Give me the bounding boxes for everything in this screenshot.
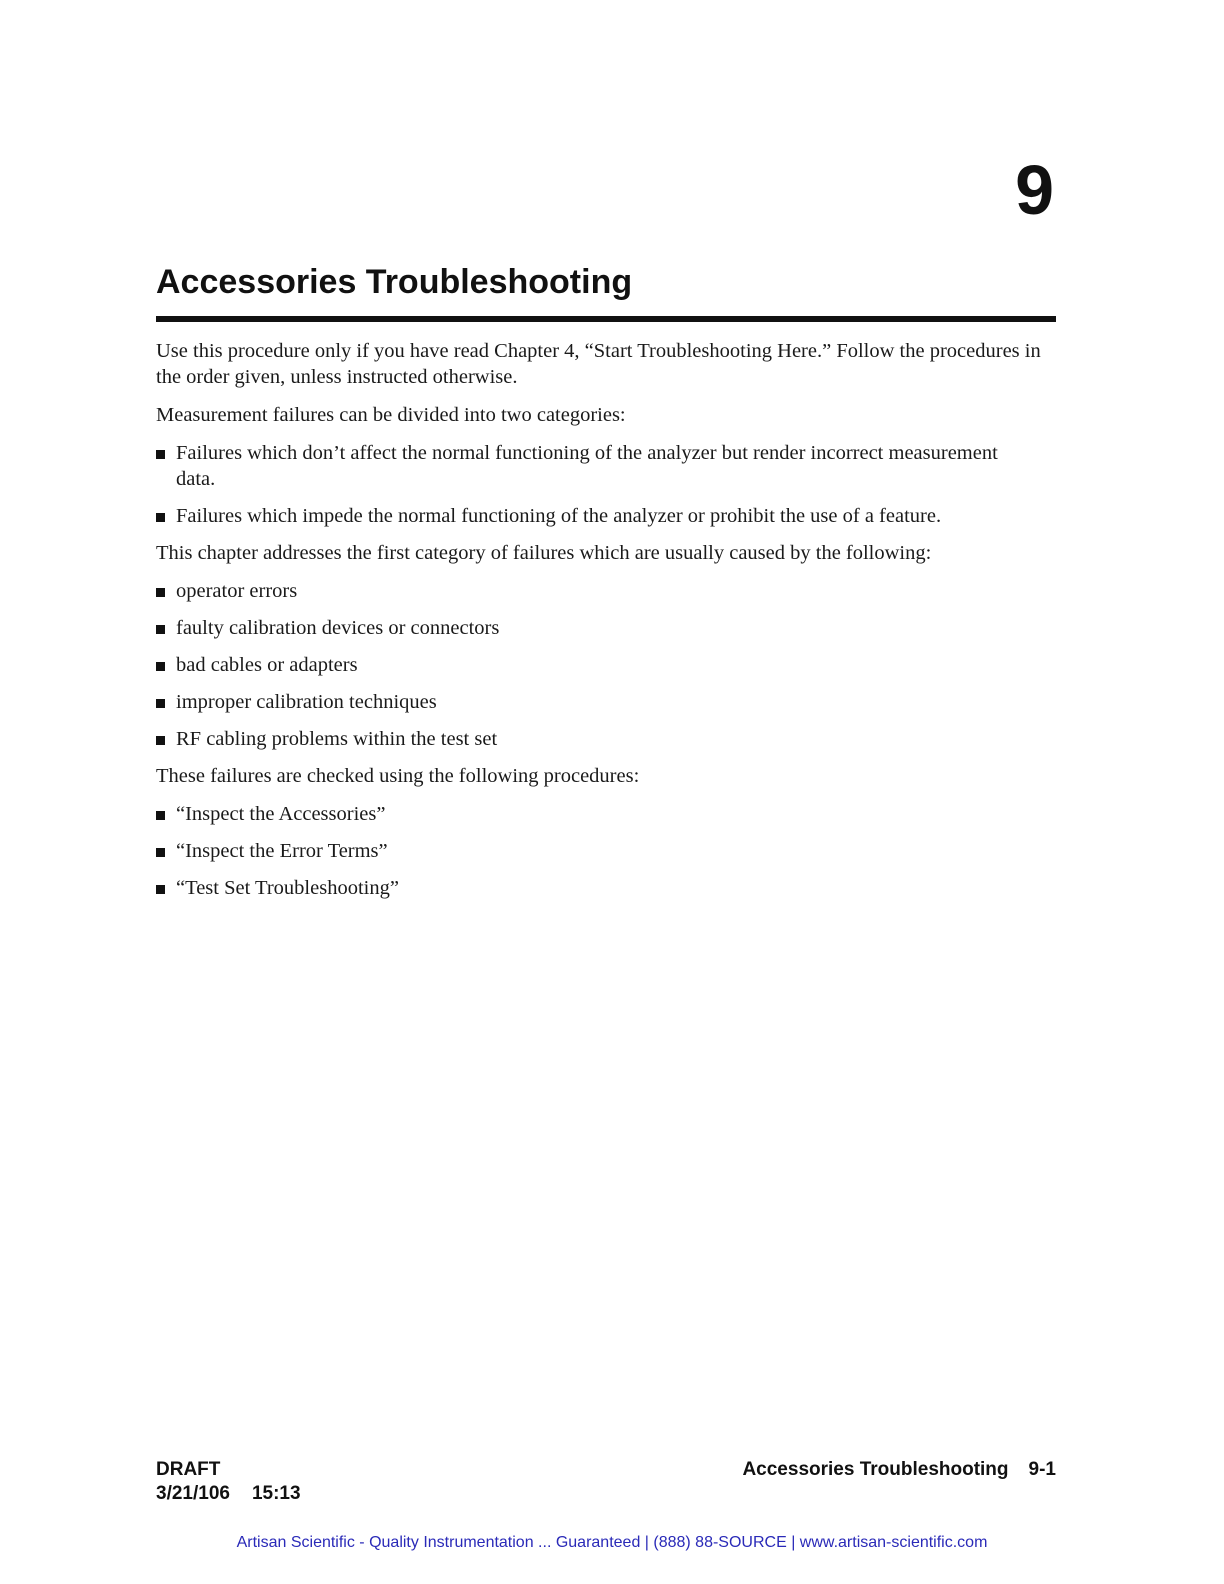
footer-right (742, 1458, 1056, 1482)
square-bullet-icon (156, 736, 165, 745)
date-value: 3/21/106 (156, 1483, 230, 1504)
list-item (156, 838, 1006, 864)
page-number: 9-1 (1028, 1459, 1056, 1480)
causes-intro: This chapter addresses the first category of failures which are usually caused by the following: (156, 542, 932, 564)
chapter-number: 9 (1015, 151, 1054, 229)
list-item-text: improper calibration techniques (176, 691, 437, 713)
square-bullet-icon (156, 811, 165, 820)
list-item (156, 726, 1006, 752)
list-item (156, 689, 1006, 715)
intro-paragraph: Use this procedure only if you have read Chapter 4, “Start Troubleshooting Here.” Follow the procedures in the order given, unless instructed otherwise. (156, 340, 1041, 388)
square-bullet-icon (156, 450, 165, 459)
list-item-text: Failures which impede the normal functioning of the analyzer or prohibit the use of a feature. (176, 505, 942, 527)
list-item (156, 578, 1006, 604)
footer-date (156, 1482, 301, 1506)
list-item (156, 503, 1006, 529)
square-bullet-icon (156, 588, 165, 597)
square-bullet-icon (156, 625, 165, 634)
source-banner: Artisan Scientific - Quality Instrumentation ... Guaranteed | (888) 88-SOURCE | www.artisan-scientific.com (236, 1534, 988, 1551)
list-item-text: “Inspect the Accessories” (176, 803, 386, 825)
list-item (156, 440, 1006, 492)
chapter-title: Accessories Troubleshooting (156, 263, 633, 301)
draft-label: DRAFT (156, 1459, 221, 1480)
square-bullet-icon (156, 513, 165, 522)
categories-list (156, 440, 1056, 529)
procedures-list (156, 801, 1056, 901)
list-item (156, 875, 1006, 901)
list-item (156, 615, 1006, 641)
square-bullet-icon (156, 662, 165, 671)
list-item-text: Failures which don’t affect the normal functioning of the analyzer but render incorrect measurement data. (176, 442, 998, 490)
list-item (156, 652, 1006, 678)
chapter-body (156, 338, 1056, 912)
list-item-text: “Test Set Troubleshooting” (176, 877, 399, 899)
title-rule (156, 316, 1056, 322)
categories-intro: Measurement failures can be divided into two categories: (156, 404, 626, 426)
list-item-text: RF cabling problems within the test set (176, 728, 498, 750)
causes-list (156, 578, 1056, 752)
time-value: 15:13 (251, 1483, 301, 1504)
list-item-text: operator errors (176, 580, 298, 602)
procedures-intro: These failures are checked using the following procedures: (156, 765, 640, 787)
list-item-text: faulty calibration devices or connectors (176, 617, 500, 639)
square-bullet-icon (156, 848, 165, 857)
square-bullet-icon (156, 885, 165, 894)
footer-left (156, 1458, 301, 1506)
square-bullet-icon (156, 699, 165, 708)
list-item (156, 801, 1006, 827)
running-title: Accessories Troubleshooting (742, 1459, 1009, 1480)
list-item-text: bad cables or adapters (176, 654, 358, 676)
list-item-text: “Inspect the Error Terms” (176, 840, 388, 862)
